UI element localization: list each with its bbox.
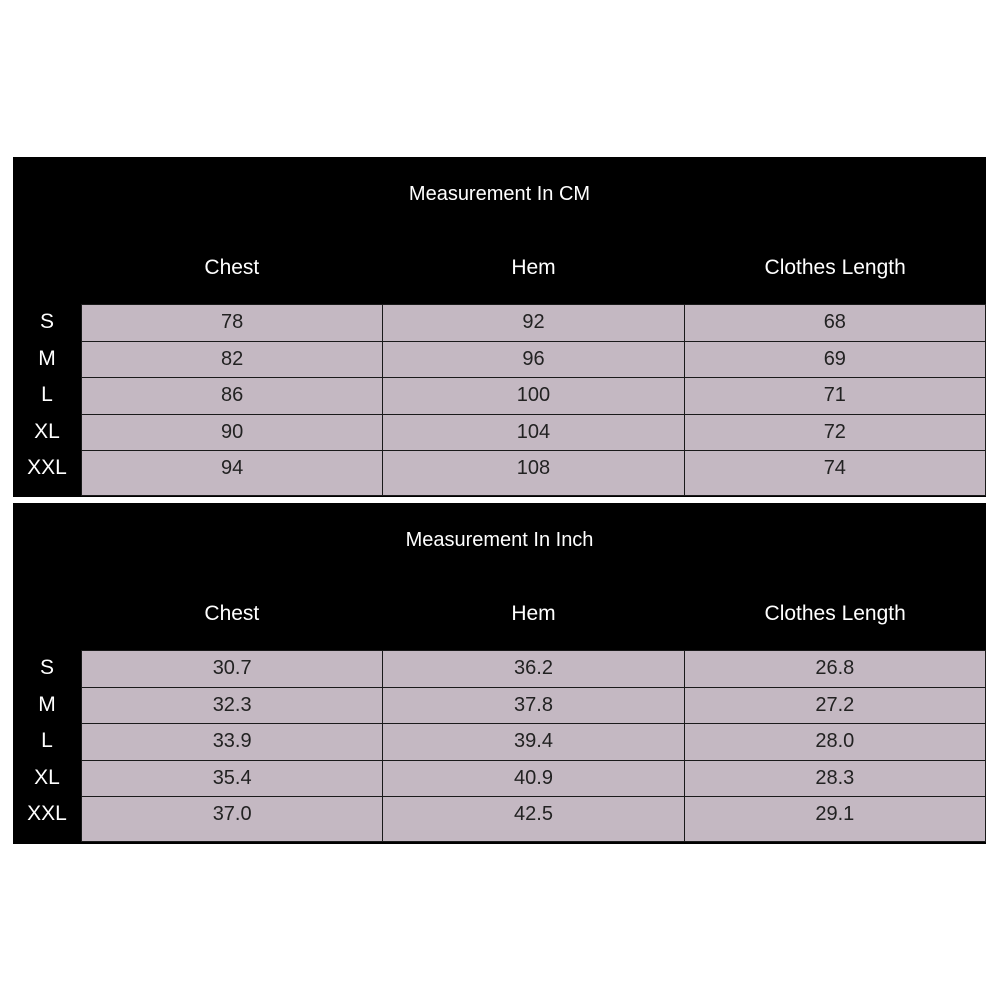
table-row (13, 796, 986, 842)
chest-value: 33.9 (81, 723, 382, 760)
clothes-length-value: 28.0 (684, 723, 986, 760)
header-spacer (13, 232, 81, 304)
size-label: M (38, 346, 56, 370)
size-chart-cm (13, 157, 986, 497)
size-label: XL (34, 419, 60, 443)
clothes-length-value: 27.2 (684, 687, 986, 724)
hem-value: 100 (382, 377, 683, 414)
size-label: S (39, 310, 54, 333)
table-body (13, 304, 986, 496)
column-header-chest: Chest (204, 602, 260, 625)
column-header-clothes-length: Clothes Length (764, 256, 906, 279)
clothes-length-value: 26.8 (684, 650, 986, 687)
size-label: L (41, 729, 53, 752)
hem-value: 42.5 (382, 796, 683, 842)
column-header-hem: Hem (511, 602, 556, 625)
hem-value: 36.2 (382, 650, 683, 687)
table-row (13, 760, 986, 797)
chest-value: 82 (81, 341, 382, 378)
table-row (13, 341, 986, 378)
chest-value: 32.3 (81, 687, 382, 724)
size-label: XL (34, 765, 60, 789)
table-row (13, 377, 986, 414)
table-row (13, 304, 986, 341)
chest-value: 78 (81, 304, 382, 341)
clothes-length-value: 29.1 (684, 796, 986, 842)
column-header-chest: Chest (204, 256, 260, 279)
column-header-row (13, 578, 986, 650)
size-label: L (41, 383, 53, 406)
size-chart-inch (13, 503, 986, 844)
table-title: Measurement In Inch (405, 529, 594, 551)
table-row (13, 414, 986, 451)
clothes-length-value: 28.3 (684, 760, 986, 797)
table-row (13, 650, 986, 687)
column-header-clothes-length: Clothes Length (764, 602, 906, 625)
size-label: S (39, 656, 54, 679)
chest-value: 86 (81, 377, 382, 414)
chest-value: 90 (81, 414, 382, 451)
hem-value: 92 (382, 304, 683, 341)
size-label: XXL (27, 802, 67, 825)
clothes-length-value: 72 (684, 414, 986, 451)
hem-value: 108 (382, 450, 683, 496)
clothes-length-value: 74 (684, 450, 986, 496)
table-row (13, 687, 986, 724)
table-title: Measurement In CM (408, 183, 591, 205)
chest-value: 94 (81, 450, 382, 496)
chest-value: 35.4 (81, 760, 382, 797)
table-body (13, 650, 986, 842)
hem-value: 40.9 (382, 760, 683, 797)
size-label: M (38, 692, 56, 716)
table-row (13, 450, 986, 496)
clothes-length-value: 69 (684, 341, 986, 378)
hem-value: 37.8 (382, 687, 683, 724)
clothes-length-value: 68 (684, 304, 986, 341)
column-header-row (13, 232, 986, 304)
hem-value: 96 (382, 341, 683, 378)
chest-value: 30.7 (81, 650, 382, 687)
hem-value: 39.4 (382, 723, 683, 760)
clothes-length-value: 71 (684, 377, 986, 414)
column-header-hem: Hem (511, 256, 556, 279)
table-row (13, 723, 986, 760)
chest-value: 37.0 (81, 796, 382, 842)
header-spacer (13, 578, 81, 650)
hem-value: 104 (382, 414, 683, 451)
size-label: XXL (27, 456, 67, 479)
